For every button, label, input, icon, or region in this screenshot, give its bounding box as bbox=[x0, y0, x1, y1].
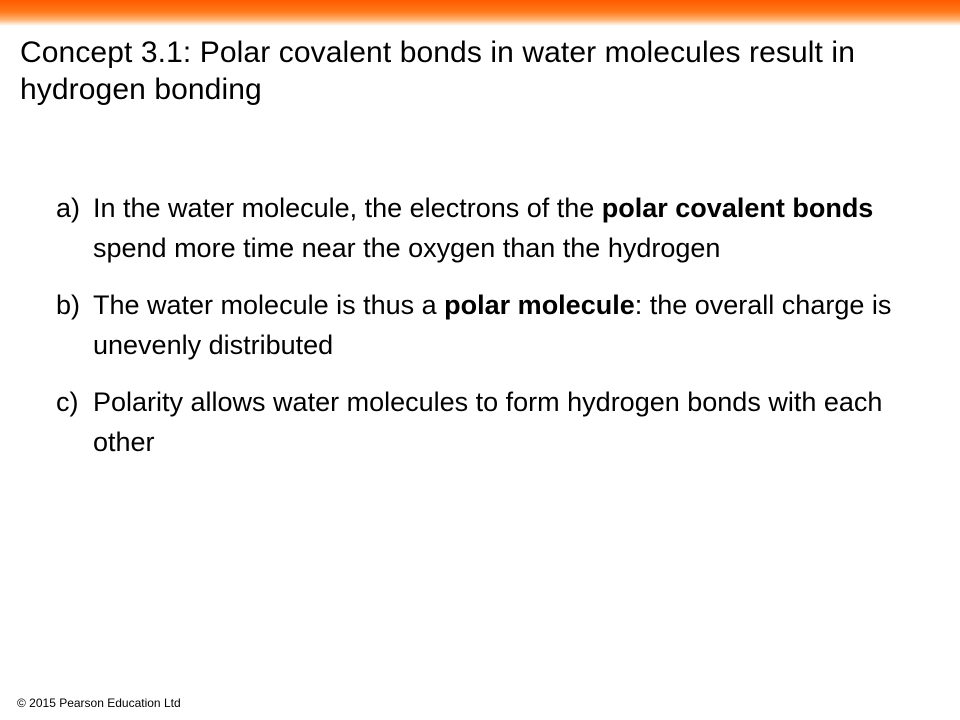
bullet-text-segment: Polarity allows water molecules to form hydrogen bonds with each other bbox=[93, 387, 883, 457]
bullet-text bbox=[93, 382, 916, 462]
copyright-footer: © 2015 Pearson Education Ltd bbox=[17, 696, 181, 710]
bullet-marker: b) bbox=[56, 290, 81, 320]
bullet-item-b bbox=[56, 285, 916, 365]
bullet-item-c bbox=[56, 382, 916, 462]
bullet-text bbox=[93, 188, 916, 268]
slide-title: Concept 3.1: Polar covalent bonds in water molecules result in hydrogen bonding bbox=[20, 36, 855, 106]
bullet-text-segment: The water molecule is thus a bbox=[93, 290, 445, 320]
bullet-text bbox=[93, 285, 916, 365]
bullet-text-segment: : the overall charge is unevenly distributed bbox=[93, 290, 892, 360]
bullet-text-segment: spend more time near the oxygen than the hydrogen bbox=[93, 233, 721, 263]
bullet-list bbox=[56, 188, 916, 479]
bullet-item-a bbox=[56, 188, 916, 268]
bullet-marker: c) bbox=[56, 387, 79, 417]
bullet-text-segment: In the water molecule, the electrons of the bbox=[93, 193, 602, 223]
top-accent-bar bbox=[0, 0, 960, 26]
bullet-marker: a) bbox=[56, 193, 81, 223]
bold-term: polar covalent bonds bbox=[601, 193, 874, 223]
bold-term: polar molecule bbox=[444, 290, 635, 320]
